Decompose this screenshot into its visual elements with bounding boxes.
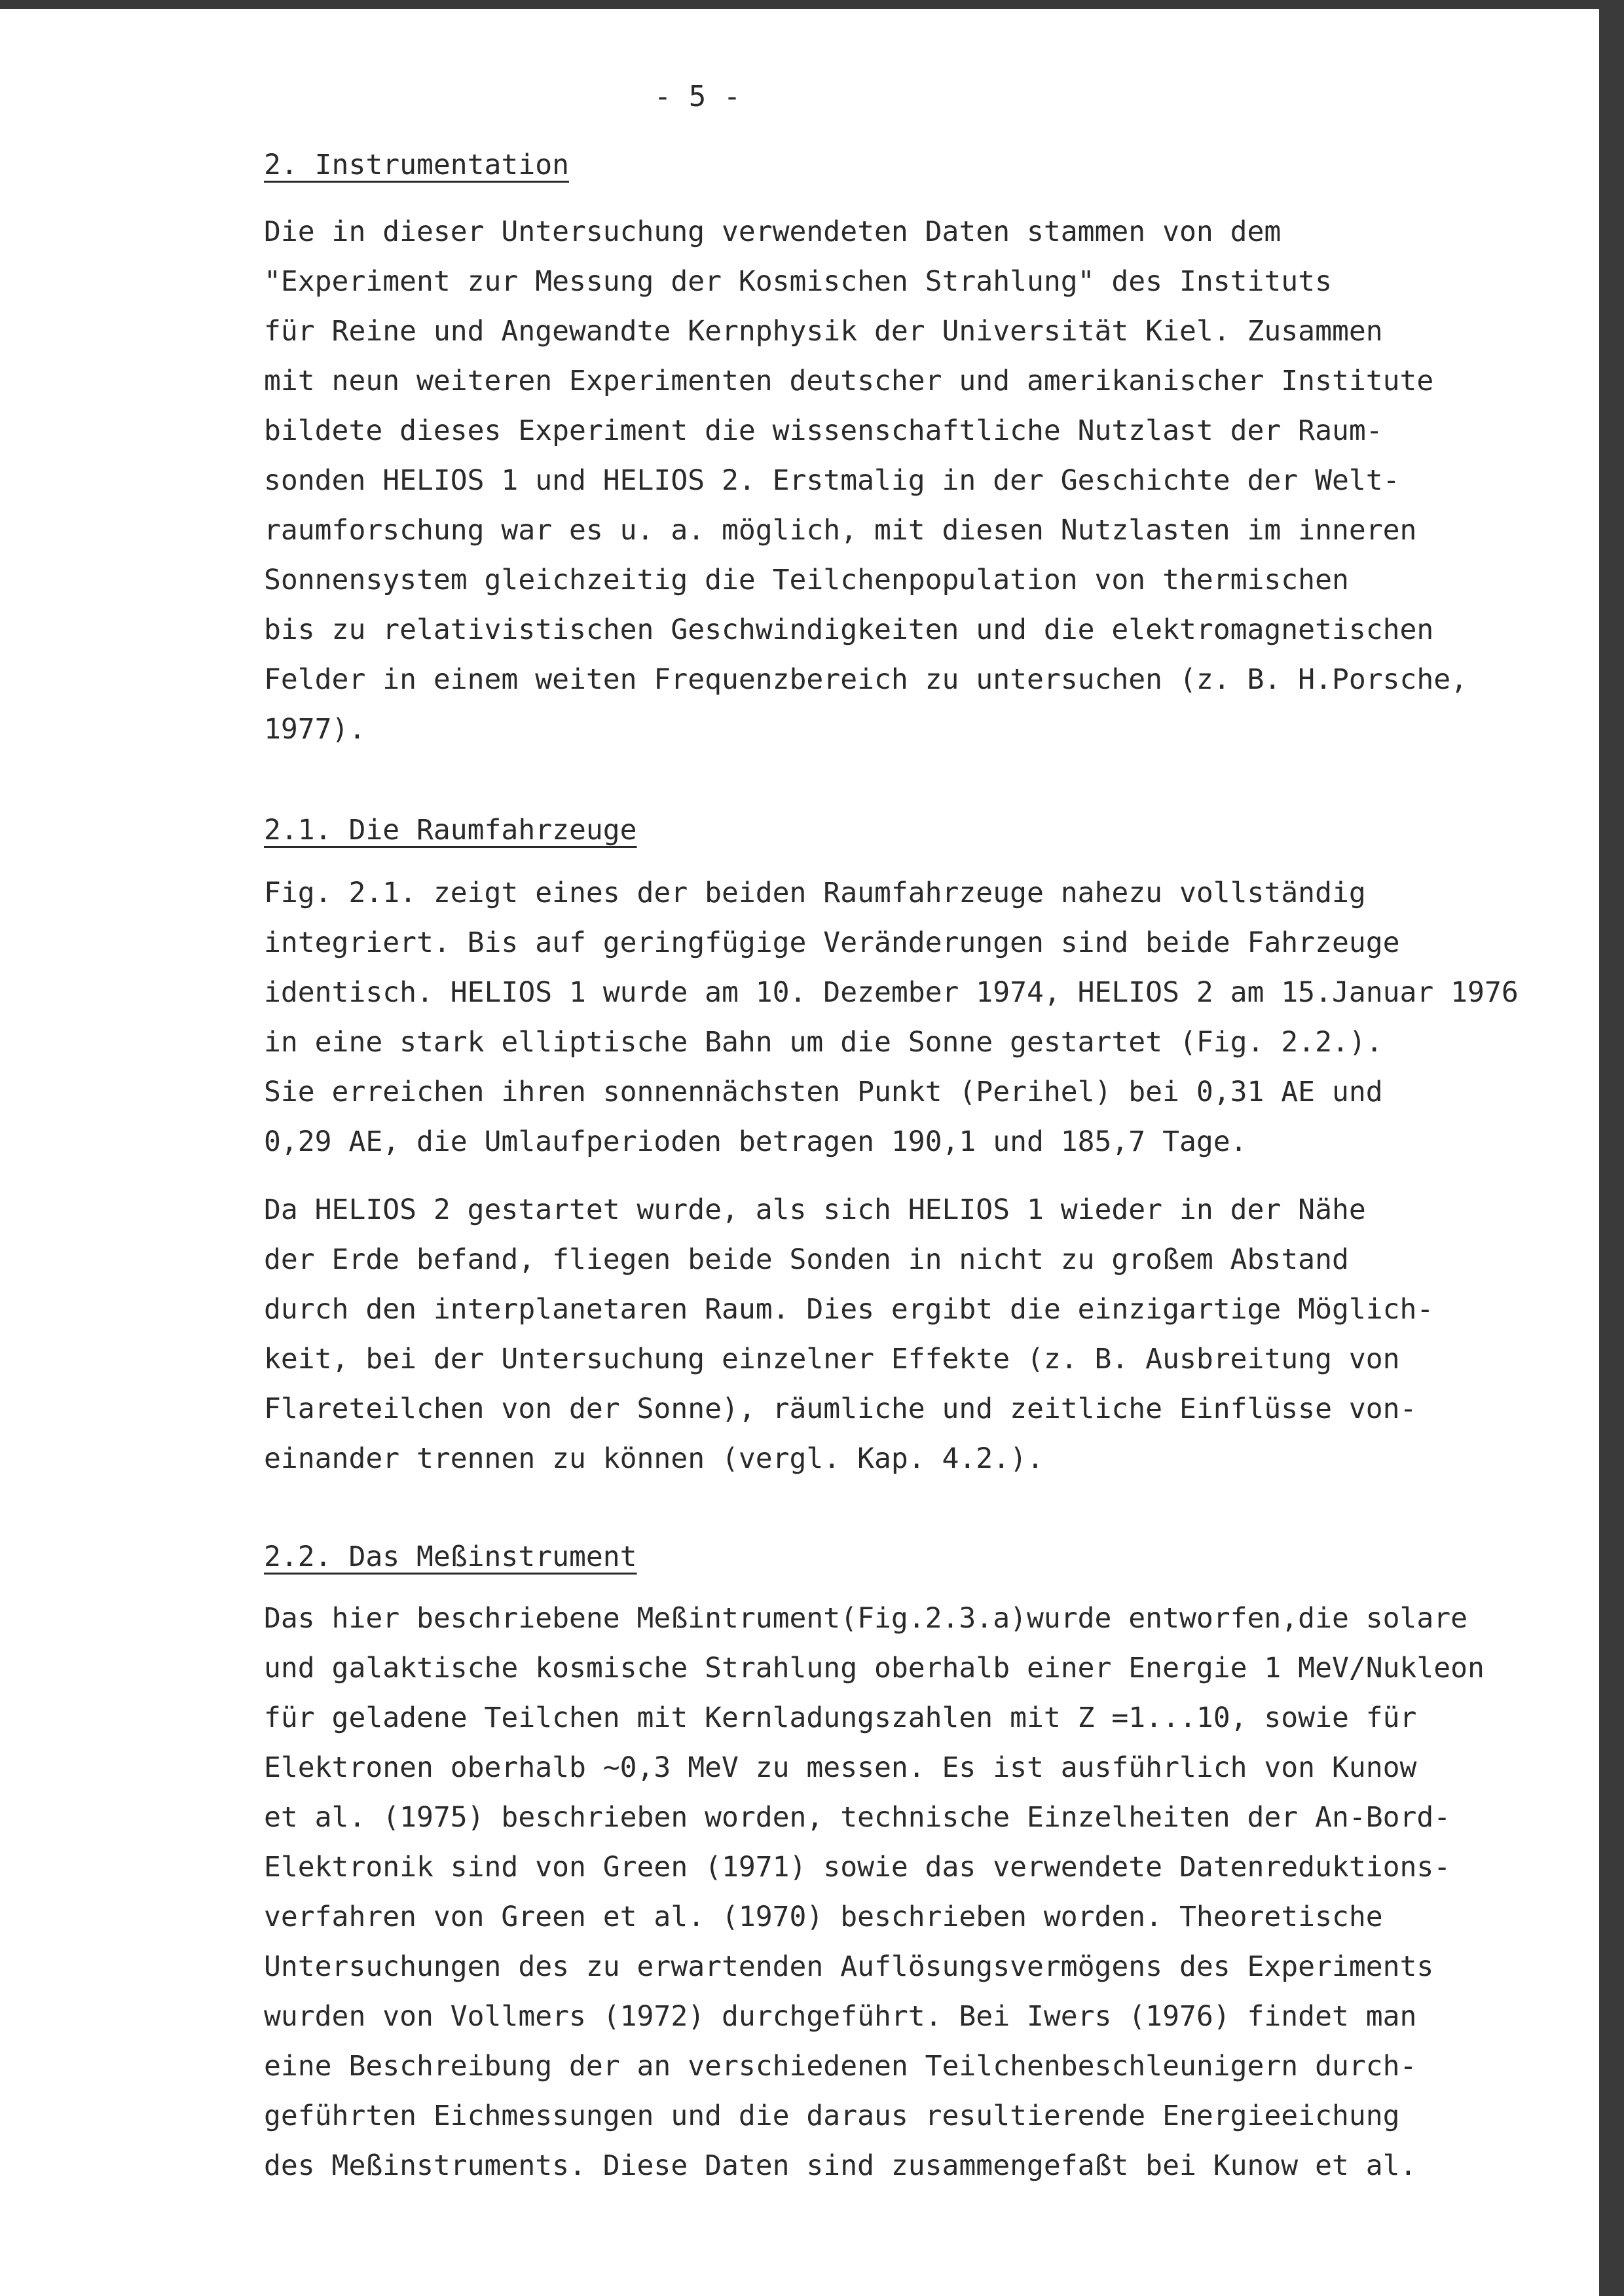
paragraph-lines xyxy=(264,1594,1495,2191)
text-line: identisch. HELIOS 1 wurde am 10. Dezember 1974, HELIOS 2 am 15.Januar 1976 xyxy=(264,976,1519,1009)
text-line: 1977). xyxy=(264,713,366,746)
text-line: für Reine und Angewandte Kernphysik der Universität Kiel. Zusammen xyxy=(264,315,1383,348)
text-line: integriert. Bis auf geringfügige Veränderungen sind beide Fahrzeuge xyxy=(264,926,1400,959)
text-line: Sie erreichen ihren sonnennächsten Punkt (Perihel) bei 0,31 AE und xyxy=(264,1076,1383,1108)
text-line: sonden HELIOS 1 und HELIOS 2. Erstmalig in der Geschichte der Welt- xyxy=(264,464,1400,497)
subsection-heading-raumfahrzeuge xyxy=(264,811,1495,850)
text-line: Felder in einem weiten Frequenzbereich zu untersuchen (z. B. H.Porsche, xyxy=(264,663,1468,696)
text-line: Untersuchungen des zu erwartenden Auflösungsvermögens des Experiments xyxy=(264,1950,1434,1983)
text-line: wurden von Vollmers (1972) durchgeführt. Bei Iwers (1976) findet man xyxy=(264,2000,1417,2033)
text-line: Elektronen oberhalb ~0,3 MeV zu messen. Es ist ausführlich von Kunow xyxy=(264,1751,1417,1784)
text-line: für geladene Teilchen mit Kernladungszahlen mit Z =1...10, sowie für xyxy=(264,1702,1417,1734)
text-line: geführten Eichmessungen und die daraus resultierende Energieeichung xyxy=(264,2100,1400,2132)
text-line: durch den interplanetaren Raum. Dies ergibt die einzigartige Möglich- xyxy=(264,1293,1434,1326)
text-line: in eine stark elliptische Bahn um die Sonne gestartet (Fig. 2.2.). xyxy=(264,1026,1383,1059)
page-number: - 5 - xyxy=(654,80,741,113)
section-heading-text: 2. Instrumentation xyxy=(264,149,569,181)
subsection-heading-text: 2.2. Das Meßinstrument xyxy=(264,1540,637,1573)
paragraph-lines xyxy=(264,1185,1495,1484)
subsection-heading-messinstrument xyxy=(264,1537,1495,1576)
paragraph-raumfahrzeuge-1 xyxy=(264,868,1519,1167)
text-line: einander trennen zu können (vergl. Kap. 4.2.). xyxy=(264,1442,1044,1475)
text-line: Das hier beschriebene Meßintrument(Fig.2.3.a)wurde entworfen,die solare xyxy=(264,1602,1468,1635)
text-line: raumforschung war es u. a. möglich, mit diesen Nutzlasten im inneren xyxy=(264,514,1417,547)
text-line: und galaktische kosmische Strahlung oberhalb einer Energie 1 MeV/Nukleon xyxy=(264,1652,1485,1685)
text-line: Flareteilchen von der Sonne), räumliche und zeitliche Einflüsse von- xyxy=(264,1393,1417,1425)
text-line: Die in dieser Untersuchung verwendeten Daten stammen von dem xyxy=(264,215,1282,248)
text-line: des Meßinstruments. Diese Daten sind zusammengefaßt bei Kunow et al. xyxy=(264,2149,1417,2182)
paragraph-lines xyxy=(264,207,1495,754)
subsection-heading-text: 2.1. Die Raumfahrzeuge xyxy=(264,814,637,847)
text-line: Da HELIOS 2 gestartet wurde, als sich HELIOS 1 wieder in der Nähe xyxy=(264,1194,1366,1226)
paragraph-messinstrument xyxy=(264,1594,1495,2191)
text-line: et al. (1975) beschrieben worden, technische Einzelheiten der An-Bord- xyxy=(264,1801,1451,1834)
text-line: bildete dieses Experiment die wissenschaftliche Nutzlast der Raum- xyxy=(264,414,1383,447)
text-line: 0,29 AE, die Umlaufperioden betragen 190,1 und 185,7 Tage. xyxy=(264,1125,1247,1158)
text-line: keit, bei der Untersuchung einzelner Effekte (z. B. Ausbreitung von xyxy=(264,1343,1400,1376)
text-line: bis zu relativistischen Geschwindigkeiten und die elektromagnetischen xyxy=(264,613,1434,646)
text-line: Sonnensystem gleichzeitig die Teilchenpopulation von thermischen xyxy=(264,564,1349,596)
text-line: "Experiment zur Messung der Kosmischen Strahlung" des Instituts xyxy=(264,265,1332,298)
section-heading-instrumentation xyxy=(264,145,1495,185)
text-line: mit neun weiteren Experimenten deutscher und amerikanischer Institute xyxy=(264,365,1434,397)
paragraph-lines xyxy=(264,868,1519,1167)
text-line: Elektronik sind von Green (1971) sowie das verwendete Datenreduktions- xyxy=(264,1851,1451,1884)
text-line: Fig. 2.1. zeigt eines der beiden Raumfahrzeuge nahezu vollständig xyxy=(264,877,1366,909)
paragraph-instrumentation xyxy=(264,207,1495,754)
text-line: eine Beschreibung der an verschiedenen Teilchenbeschleunigern durch- xyxy=(264,2050,1417,2083)
text-line: der Erde befand, fliegen beide Sonden in nicht zu großem Abstand xyxy=(264,1243,1349,1276)
text-line: verfahren von Green et al. (1970) beschrieben worden. Theoretische xyxy=(264,1901,1383,1933)
paragraph-raumfahrzeuge-2 xyxy=(264,1185,1495,1484)
